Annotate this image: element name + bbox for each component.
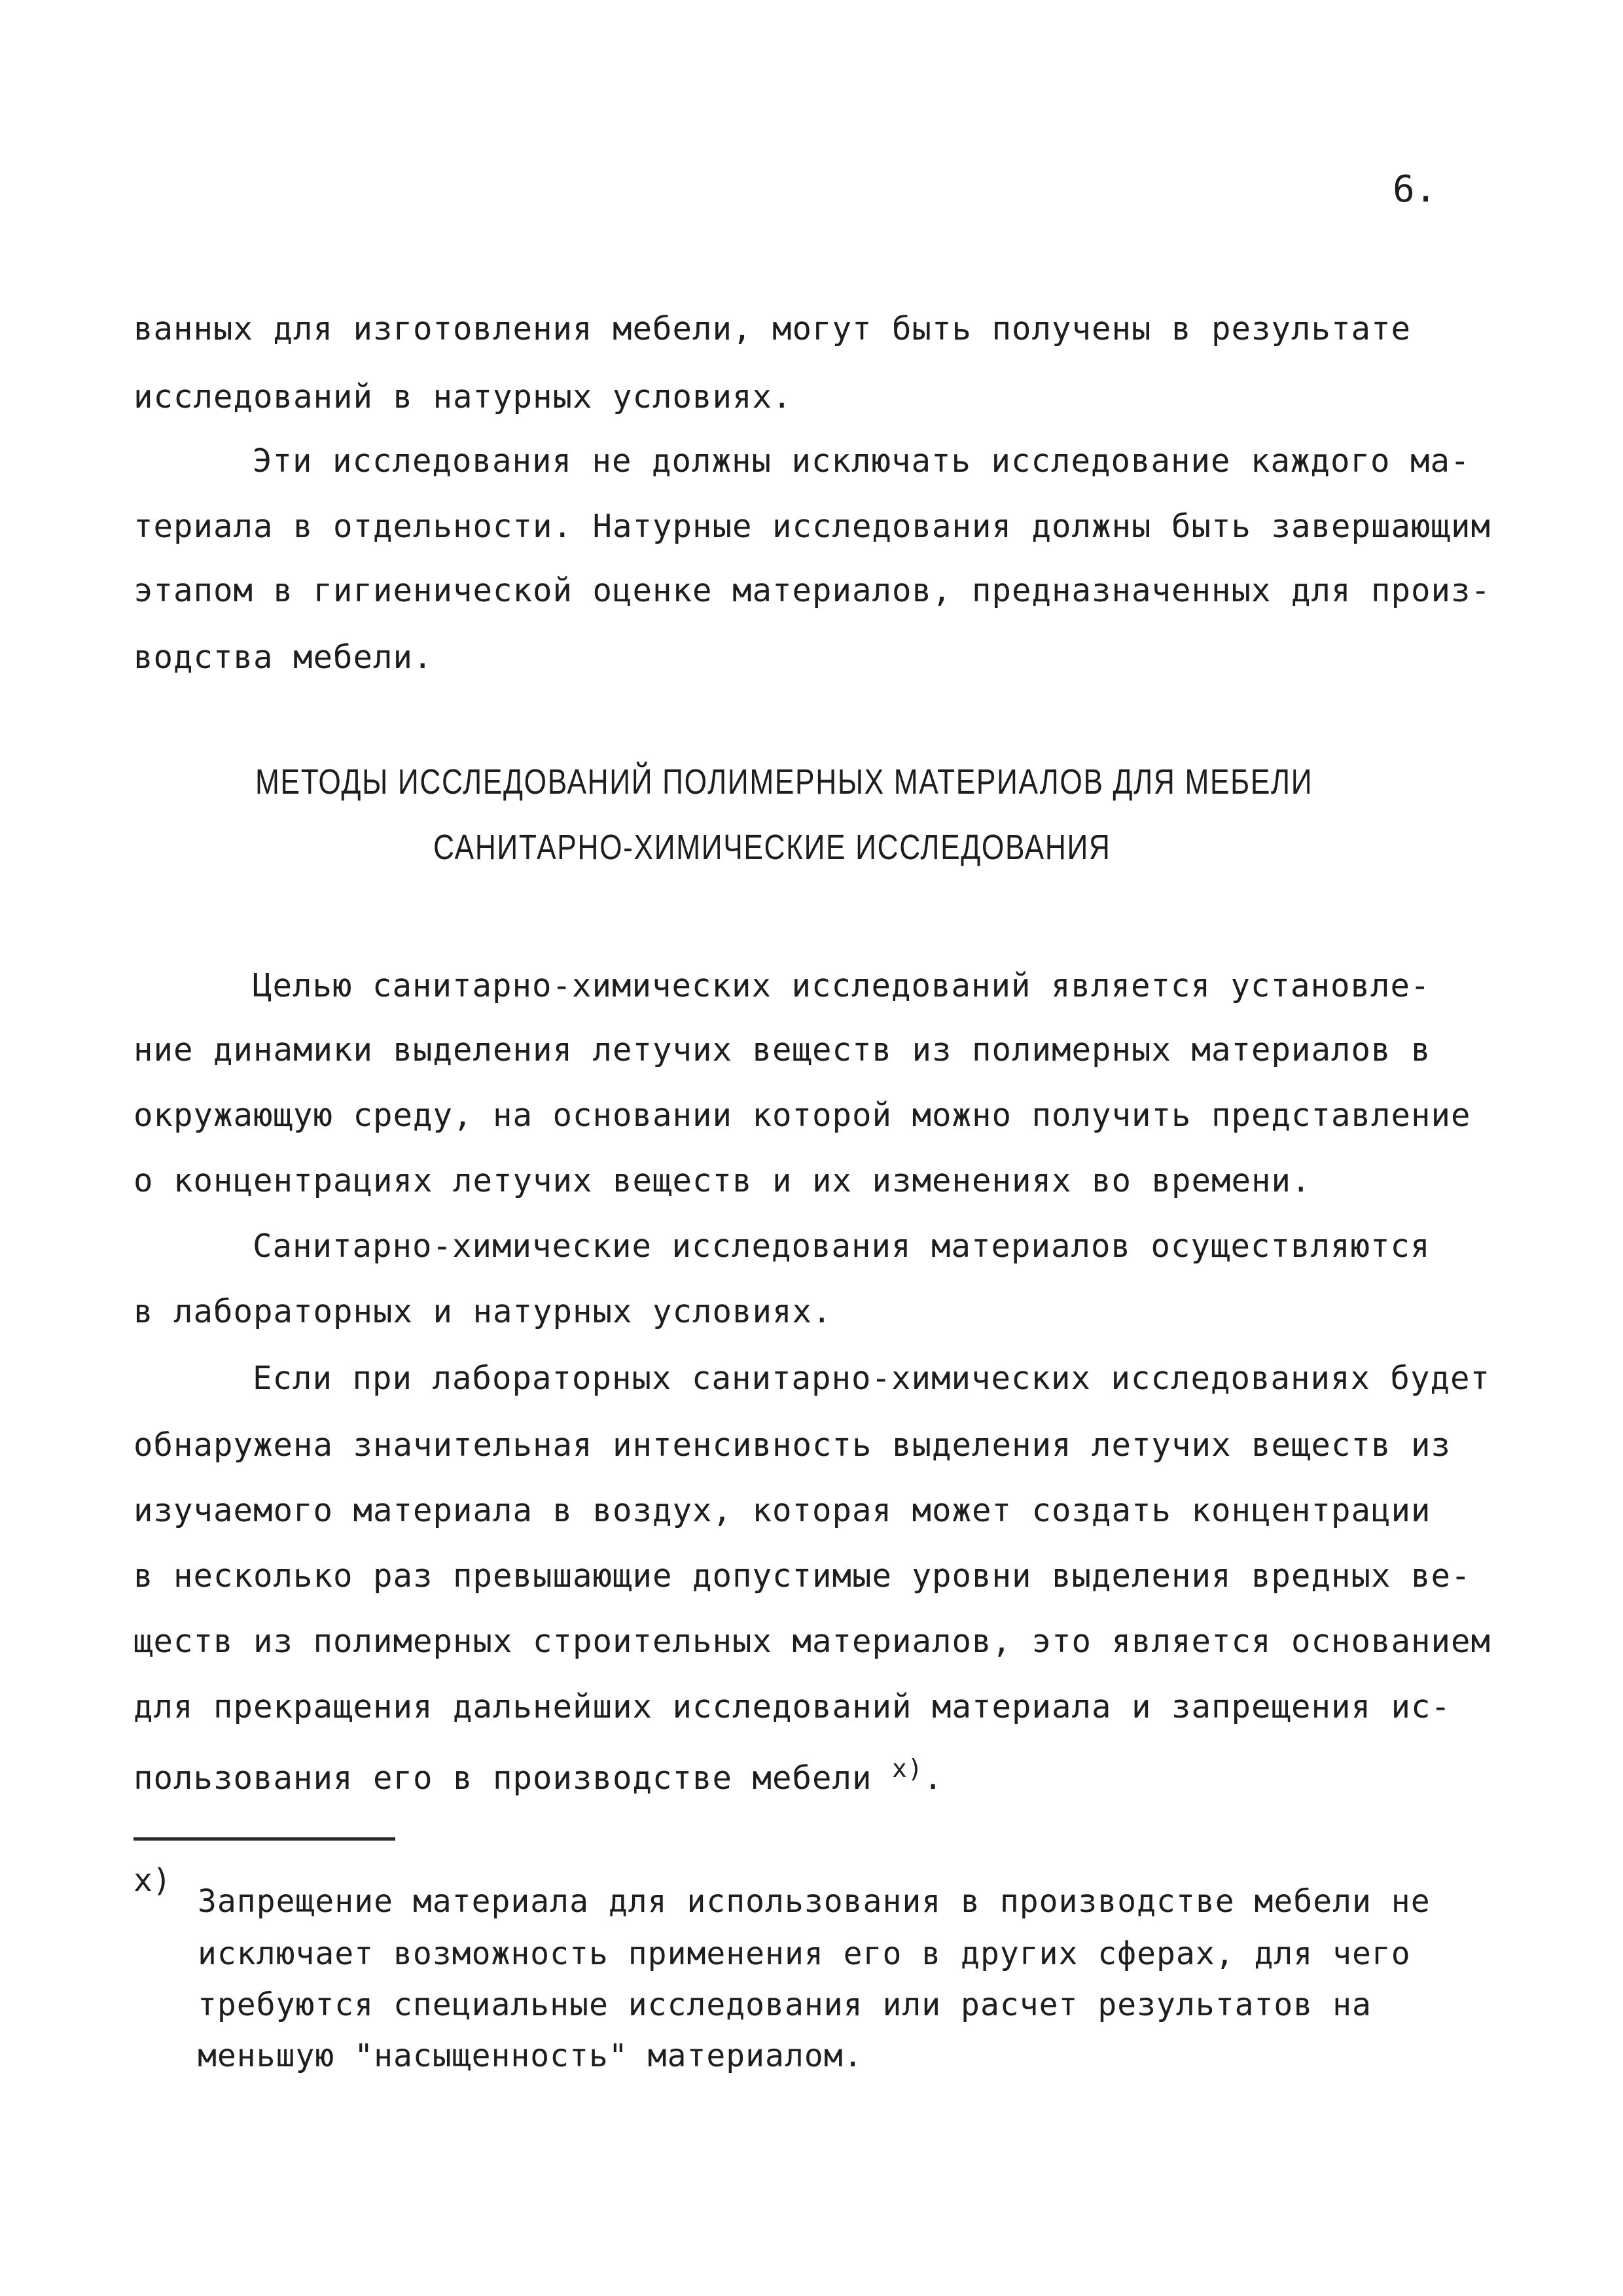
page-number: 6. [1393, 168, 1437, 211]
body-line: Целью санитарно-химических исследований является установле- [253, 967, 1431, 1004]
body-line: обнаружена значительная интенсивность выделения летучих веществ из [134, 1426, 1452, 1464]
body-line: исследований в натурных условиях. [134, 378, 793, 415]
body-line: ние динамики выделения летучих веществ из полимерных материалов в [134, 1031, 1431, 1069]
subsection-heading: САНИТАРНО-ХИМИЧЕСКИЕ ИССЛЕДОВАНИЯ [433, 828, 1111, 867]
footnote-line: исключает возможность применения его в других сферах, для чего [198, 1935, 1411, 1972]
body-line: окружающую среду, на основании которой можно получить представление [134, 1097, 1471, 1134]
body-line: ществ из полимерных строительных материалов, это является основанием [134, 1623, 1491, 1660]
body-line-last [134, 1754, 944, 1797]
body-line: териала в отдельности. Натурные исследования должны быть завершающим [134, 508, 1491, 545]
section-heading: МЕТОДЫ ИССЛЕДОВАНИЙ ПОЛИМЕРНЫХ МАТЕРИАЛОВ ДЛЯ МЕБЕЛИ [255, 762, 1313, 802]
body-line-text: пользования его в производстве мебели [134, 1759, 872, 1797]
body-line: ванных для изготовления мебели, могут быть получены в результате [134, 310, 1412, 347]
end-punctuation: . [923, 1759, 944, 1797]
footnote-divider [134, 1837, 395, 1841]
body-line: этапом в гигиенической оценке материалов, предназначенных для произ- [134, 572, 1491, 609]
footnote-marker: х) [134, 1862, 171, 1899]
body-line: для прекращения дальнейших исследований материала и запрещения ис- [134, 1688, 1452, 1725]
body-line: в несколько раз превышающие допустимые уровни выделения вредных ве- [134, 1557, 1471, 1595]
body-line: в лабораторных и натурных условиях. [134, 1293, 832, 1330]
body-line: водства мебели. [134, 639, 433, 676]
body-line: Санитарно-химические исследования материалов осуществляются [253, 1227, 1431, 1265]
footnote-line: Запрещение материала для использования в производстве мебели не [198, 1883, 1431, 1920]
body-line: Эти исследования не должны исключать исследование каждого ма- [253, 442, 1471, 480]
footnote-line: меньшую "насыщенность" материалом. [198, 2038, 863, 2074]
footnote-line: требуются специальные исследования или расчет результатов на [198, 1987, 1372, 2023]
body-line: о концентрациях летучих веществ и их изменениях во времени. [134, 1162, 1311, 1199]
footnote-reference: х) [892, 1754, 923, 1783]
body-line: Если при лабораторных санитарно-химических исследованиях будет [253, 1360, 1491, 1397]
body-line: изучаемого материала в воздух, которая может создать концентрации [134, 1492, 1431, 1529]
